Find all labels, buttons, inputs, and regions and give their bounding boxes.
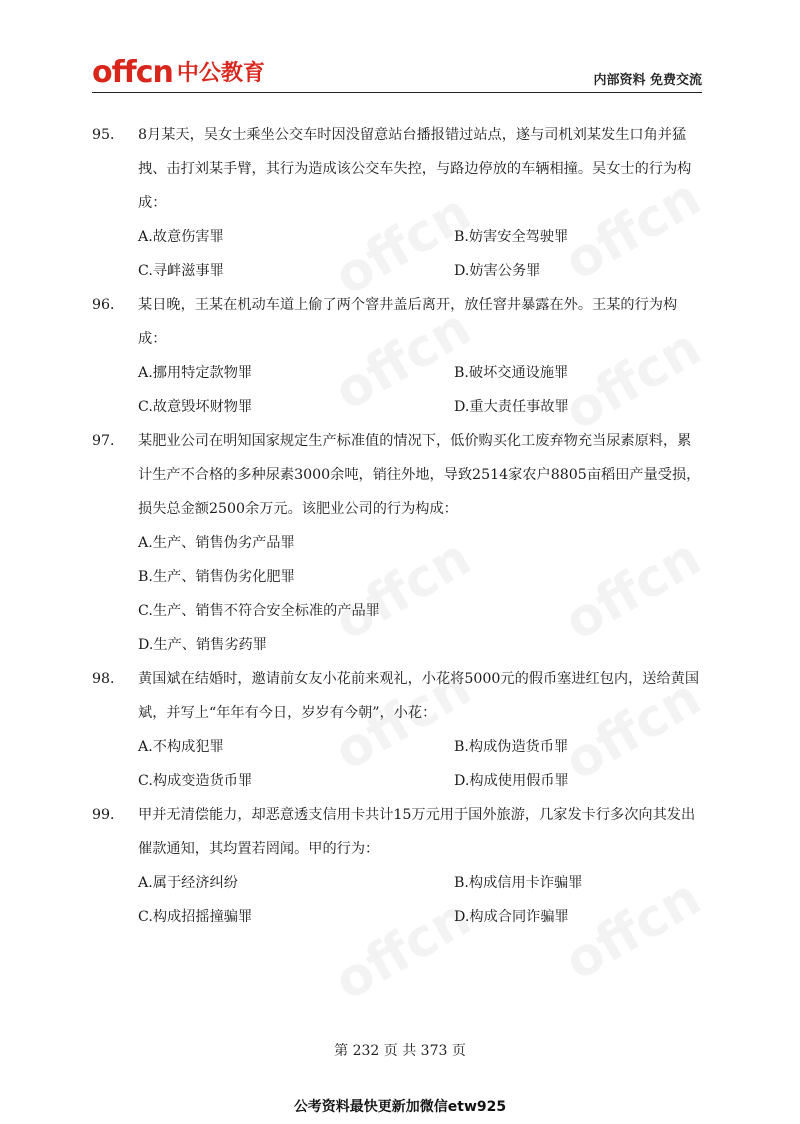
question-99 [92, 798, 704, 934]
option-d: D.妨害公务罪 [454, 263, 541, 279]
page-number: 第 232 页 共 373 页 [334, 1043, 466, 1059]
option-group [138, 730, 704, 798]
option-group [138, 526, 704, 662]
question-98 [92, 662, 704, 798]
option-b: B.构成信用卡诈骗罪 [454, 875, 583, 891]
question-text: 黄国斌在结婚时，邀请前女友小花前来观礼，小花将5000元的假币塞进红包内，送给黄国斌，并写上“年年有今日，岁岁有今朝”，小花： [138, 671, 700, 721]
option-group [138, 866, 704, 934]
option-c: C.构成变造货币罪 [138, 773, 253, 789]
option-a: A.属于经济纠纷 [138, 875, 238, 891]
option-b: B.构成伪造货币罪 [454, 739, 569, 755]
option-b: B.妨害安全驾驶罪 [454, 229, 569, 245]
question-number: 95． [92, 127, 125, 143]
question-number: 98． [92, 671, 125, 687]
logo-latin-text: offcn [92, 55, 173, 90]
question-number: 96． [92, 297, 125, 313]
option-c: C.生产、销售不符合安全标准的产品罪 [138, 603, 380, 619]
option-b: B.生产、销售伪劣化肥罪 [138, 569, 295, 585]
option-a: A.不构成犯罪 [138, 739, 224, 755]
option-c: C.构成招摇撞骗罪 [138, 909, 253, 925]
option-d: D.重大责任事故罪 [454, 399, 569, 415]
option-b: B.破坏交通设施罪 [454, 365, 569, 381]
question-number: 99． [92, 807, 125, 823]
option-group [138, 220, 704, 288]
question-text: 某肥业公司在明知国家规定生产标准值的情况下，低价购买化工废弃物充当尿素原料，累计生产不合格的多种尿素3000余吨，销往外地，导致2514家农户8805亩稻田产量受损，损失总金额2500余万元。该肥业公司的行为构成： [138, 433, 701, 517]
question-text: 某日晚，王某在机动车道上偷了两个窨井盖后离开，放任窨井暴露在外。王某的行为构成： [138, 297, 678, 347]
question-text: 甲并无清偿能力，却恶意透支信用卡共计15万元用于国外旅游，几家发卡行多次向其发出催款通知，其均置若罔闻。甲的行为： [138, 807, 696, 857]
question-96 [92, 288, 704, 424]
option-c: C.寻衅滋事罪 [138, 263, 224, 279]
option-a: A.故意伤害罪 [138, 229, 224, 245]
option-d: D.构成使用假币罪 [454, 773, 569, 789]
question-95 [92, 118, 704, 288]
page-header [92, 55, 702, 93]
option-c: C.故意毁坏财物罪 [138, 399, 253, 415]
option-d: D.构成合同诈骗罪 [454, 909, 569, 925]
option-group [138, 356, 704, 424]
question-text: 8月某天，吴女士乘坐公交车时因没留意站台播报错过站点，遂与司机刘某发生口角并猛拽、击打刘某手臂，其行为造成该公交车失控，与路边停放的车辆相撞。吴女士的行为构成： [138, 127, 692, 211]
footer-note: 公考资料最快更新加微信etw925 [293, 1099, 507, 1115]
question-number: 97． [92, 433, 125, 449]
logo-chinese-text: 中公教育 [176, 61, 265, 86]
offcn-logo [92, 55, 265, 90]
option-d: D.生产、销售劣药罪 [138, 637, 267, 653]
option-a: A.挪用特定款物罪 [138, 365, 253, 381]
header-right-text: 内部资料 免费交流 [593, 73, 702, 88]
question-list [92, 118, 704, 934]
option-a: A.生产、销售伪劣产品罪 [138, 535, 295, 551]
question-97 [92, 424, 704, 662]
